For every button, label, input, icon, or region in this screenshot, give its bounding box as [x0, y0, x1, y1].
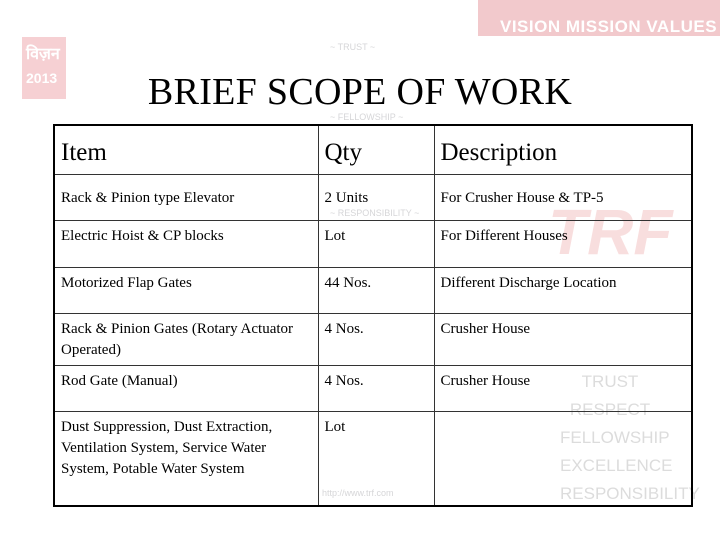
cell-description — [434, 412, 700, 507]
watermark-website: http://www.trf.com — [322, 488, 394, 498]
watermark-fellowship: ~ FELLOWSHIP ~ — [330, 112, 404, 122]
watermark-logo-year: 2013 — [26, 70, 58, 86]
column-header-qty: Qty — [318, 125, 434, 175]
watermark-value: RESPECT — [569, 400, 651, 419]
watermark-value: FELLOWSHIP — [560, 428, 670, 447]
table-row — [54, 366, 692, 412]
cell-item: Rack & Pinion type Elevator — [54, 175, 318, 221]
cell-item: Rod Gate (Manual) — [54, 366, 318, 412]
cell-qty: 2 Units — [318, 175, 434, 221]
cell-item: Motorized Flap Gates — [54, 268, 318, 314]
cell-description: For Crusher House & TP-5 — [434, 175, 692, 221]
table-row — [54, 268, 692, 314]
cell-qty: Lot — [318, 221, 434, 268]
table-row — [54, 314, 692, 366]
watermark-value: EXCELLENCE — [560, 456, 673, 475]
table-row — [54, 412, 692, 507]
cell-item: Dust Suppression, Dust Extraction, Ventilation System, Service Water System, Potable Water System — [54, 412, 318, 507]
scope-table — [53, 124, 700, 507]
cell-qty: 4 Nos. — [318, 314, 434, 366]
cell-qty: 4 Nos. — [318, 366, 434, 412]
watermark-banner-text: VISION MISSION VALUES — [500, 17, 718, 36]
table-header-row — [54, 125, 692, 175]
watermark-responsibility: ~ RESPONSIBILITY ~ — [330, 208, 420, 218]
watermark-logo-text: विज़न — [26, 46, 60, 63]
column-header-item: Item — [54, 125, 318, 175]
cell-item: Rack & Pinion Gates (Rotary Actuator Operated) — [54, 314, 318, 366]
watermark-value: RESPONSIBILITY — [560, 484, 700, 503]
cell-description: For Different Houses — [434, 221, 692, 268]
cell-qty: 44 Nos. — [318, 268, 434, 314]
cell-description: Crusher House — [434, 366, 692, 412]
table-row — [54, 175, 692, 221]
cell-item: Electric Hoist & CP blocks — [54, 221, 318, 268]
watermark-value: TRUST — [581, 372, 639, 391]
slide-title: BRIEF SCOPE OF WORK — [147, 71, 573, 113]
cell-description: Crusher House — [434, 314, 692, 366]
watermark-trust-header: ~ TRUST ~ — [330, 42, 376, 52]
watermark-brand-logo: TRF — [548, 196, 673, 268]
column-header-description: Description — [434, 125, 692, 175]
table-row — [54, 221, 692, 268]
cell-qty: Lot — [318, 412, 434, 507]
cell-description: Different Discharge Location — [434, 268, 692, 314]
